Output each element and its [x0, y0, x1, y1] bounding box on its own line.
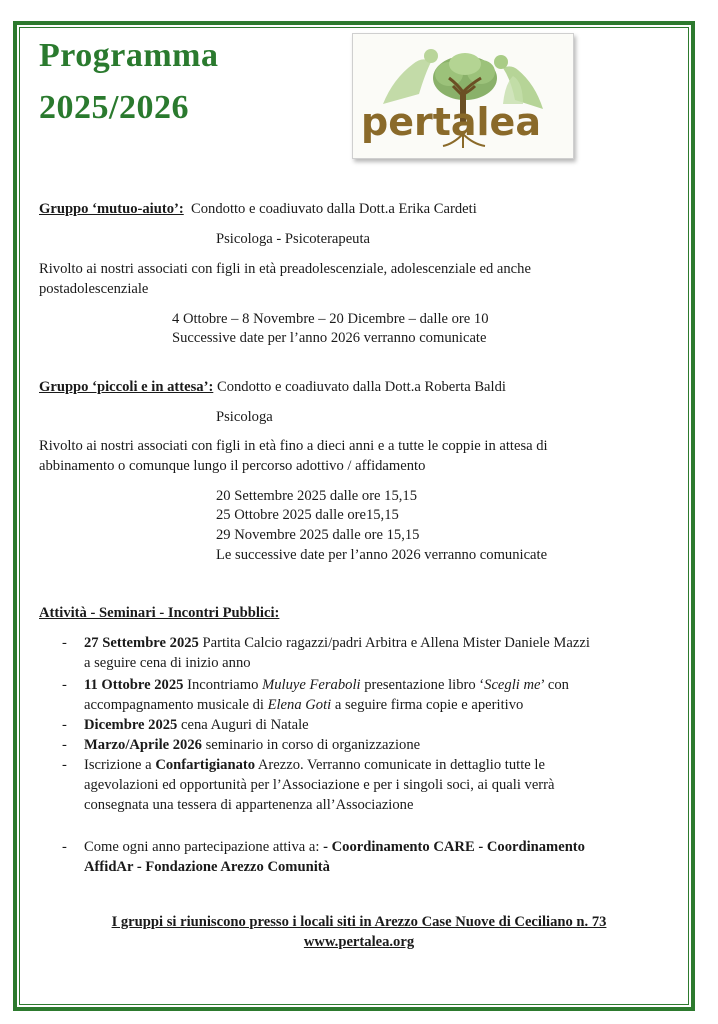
- group2-dates-note: Le successive date per l’anno 2026 verranno comunicate: [216, 547, 548, 563]
- activity-5-line2: agevolazioni ed opportunità per l’Associazione e per i singoli soci, ai quali verrà: [84, 777, 555, 793]
- group2-name: Gruppo ‘piccoli e in attesa’:: [39, 379, 214, 395]
- group1-header: [39, 199, 477, 219]
- activity-2-book: Scegli me: [484, 677, 541, 693]
- pertalea-logo: [352, 33, 574, 159]
- activity-item-5: [84, 755, 545, 775]
- activity-3-text: cena Auguri di Natale: [177, 717, 309, 733]
- bullet-dash: -: [62, 717, 67, 733]
- activity-4-date: Marzo/Aprile 2026: [84, 737, 202, 753]
- activity-4-text: seminario in corso di organizzazione: [201, 737, 421, 753]
- activity-item-4: [84, 735, 420, 755]
- group1-name: Gruppo ‘mutuo-aiuto’:: [39, 201, 184, 217]
- group2-date-1: 20 Settembre 2025 dalle ore 15,15: [216, 488, 418, 504]
- group1-role: Psicologa - Psicoterapeuta: [216, 231, 371, 247]
- activity-2-line2: [84, 695, 523, 715]
- group2-desc-line2: abbinamento o comunque lungo il percorso adottivo / affidamento: [39, 458, 426, 474]
- group1-lead: Condotto e coadiuvato dalla Dott.a Erika Cardeti: [191, 201, 477, 217]
- activity-5-org: Confartigianato: [155, 757, 256, 773]
- bullet-dash: -: [62, 677, 67, 693]
- activity-5-line3: consegnata una tessera di appartenenza all’Associazione: [84, 797, 414, 813]
- activity-2-text: a seguire firma copie e aperitivo: [331, 697, 524, 713]
- group1-dates-note: Successive date per l’anno 2026 verranno comunicate: [172, 330, 487, 346]
- group2-date-3: 29 Novembre 2025 dalle ore 15,15: [216, 527, 420, 543]
- activity-item-6: [84, 837, 585, 857]
- activity-5-text: Arezzo. Verranno comunicate in dettaglio tutte le: [255, 757, 545, 773]
- activity-item-1: [84, 633, 590, 653]
- title-line-2: 2025/2026: [39, 89, 189, 126]
- activity-2-author: Muluye Feraboli: [262, 677, 361, 693]
- activity-6-text: Come ogni anno partecipazione attiva a:: [84, 839, 324, 855]
- group2-date-2: 25 Ottobre 2025 dalle ore15,15: [216, 507, 399, 523]
- group2-desc-line1: Rivolto ai nostri associati con figli in età fino a dieci anni e a tutte le coppie in attesa di: [39, 438, 548, 454]
- activity-1-date: 27 Settembre 2025: [84, 635, 199, 651]
- bullet-dash: -: [62, 757, 67, 773]
- activities-heading: Attività - Seminari - Incontri Pubblici:: [39, 605, 280, 621]
- group2-lead: Condotto e coadiuvato dalla Dott.a Roberta Baldi: [216, 379, 506, 395]
- group1-desc-line1: Rivolto ai nostri associati con figli in età preadolescenziale, adolescenziale ed anche: [39, 261, 531, 277]
- group1-desc-line2: postadolescenziale: [39, 281, 149, 297]
- logo-graphic: [353, 34, 574, 159]
- bullet-dash: -: [62, 839, 67, 855]
- activity-6-line2: AffidAr - Fondazione Arezzo Comunità: [84, 859, 330, 875]
- footer-website-link[interactable]: www.pertalea.org: [303, 934, 415, 950]
- activity-2-text: accompagnamento musicale di: [84, 697, 268, 713]
- bullet-dash: -: [62, 737, 67, 753]
- logo-wordmark: pertalea: [361, 100, 541, 144]
- group2-role: Psicologa: [216, 409, 273, 425]
- group1-dates: 4 Ottobre – 8 Novembre – 20 Dicembre – dalle ore 10: [172, 311, 489, 327]
- activity-item-3: [84, 715, 309, 735]
- activity-2-text: ’ con: [540, 677, 569, 693]
- activity-1-text: Partita Calcio ragazzi/padri Arbitra e Allena Mister Daniele Mazzi: [198, 635, 590, 651]
- activity-2-text: presentazione libro ‘: [360, 677, 485, 693]
- activity-item-2: [84, 675, 569, 695]
- group2-header: [39, 377, 506, 397]
- activity-2-date: 11 Ottobre 2025: [84, 677, 184, 693]
- activity-2-text: Incontriamo: [183, 677, 263, 693]
- bullet-dash: -: [62, 635, 67, 651]
- activity-6-partners: - Coordinamento CARE - Coordinamento: [323, 839, 585, 855]
- activity-1-line2: a seguire cena di inizio anno: [84, 655, 251, 671]
- footer-address: I gruppi si riuniscono presso i locali siti in Arezzo Case Nuove di Ceciliano n. 73: [111, 914, 607, 930]
- title-line-1: Programma: [39, 37, 219, 74]
- activity-5-text: Iscrizione a: [84, 757, 156, 773]
- activity-3-date: Dicembre 2025: [84, 717, 178, 733]
- page-title: [39, 30, 218, 134]
- activity-2-musician: Elena Goti: [267, 697, 332, 713]
